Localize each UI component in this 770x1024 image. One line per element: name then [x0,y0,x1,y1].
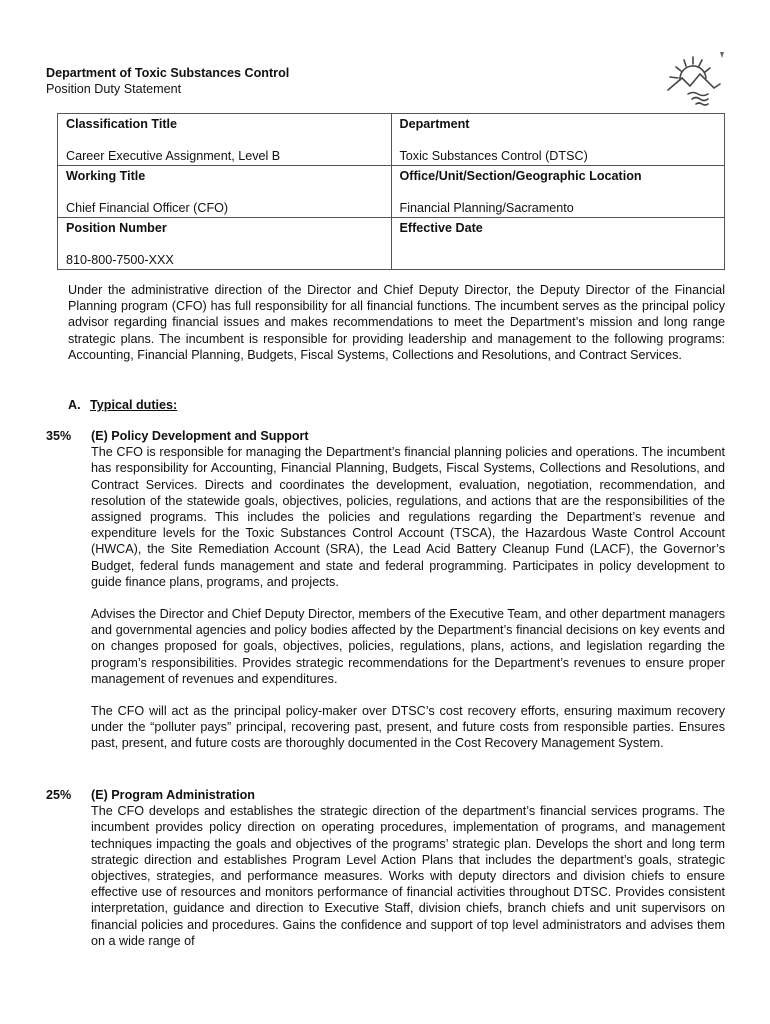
duty-paragraph: Advises the Director and Chief Deputy Director, members of the Executive Team, and other department managers and governmental agencies and policy bodies affected by the Department’s financial decisions on key events and on changes proposed for goals, objectives, policies, regulations, plans, actions, and legislation regarding the program’s responsibilities. Provides strategic recommendations for the Department’s revenues to ensure proper management of revenues and expenditures. [91,607,725,686]
position-number-cell [58,218,392,270]
organization-name: Department of Toxic Substances Control [46,66,290,80]
location-label: Office/Unit/Section/Geographic Location [399,169,642,183]
duty-percent: 35% [46,429,72,443]
duty-body [91,787,725,949]
position-number-label: Position Number [66,221,167,235]
location-value: Financial Planning/Sacramento [399,201,574,215]
document-header [46,65,606,97]
section-a-heading [68,397,177,413]
duty-heading: (E) Program Administration [91,788,255,802]
position-number-value: 810-800-7500-XXX [66,253,174,267]
duty-paragraph: The CFO will act as the principal policy-maker over DTSC’s cost recovery efforts, ensuring maximum recovery under the “polluter pays” principal, recovering past, present, and future costs from responsible parties. Ensures past, present, and future costs are thoroughly documented in the Cost Recovery Management System. [91,704,725,751]
working-title-label: Working Title [66,169,146,183]
duty-item [46,428,726,752]
department-label: Department [399,117,470,131]
department-cell [391,114,725,166]
effective-date-cell [391,218,725,270]
duty-heading: (E) Policy Development and Support [91,429,309,443]
document-subtitle: Position Duty Statement [46,82,182,97]
duty-body [91,428,725,752]
classification-value: Career Executive Assignment, Level B [66,149,281,163]
working-title-cell [58,166,392,218]
dtsc-logo-icon [658,48,728,110]
position-info-table [57,113,725,270]
working-title-value: Chief Financial Officer (CFO) [66,201,229,215]
duty-paragraph: The CFO develops and establishes the strategic direction of the department’s financial services programs. The incumbent provides policy direction on operating procedures, implementation of programs, and management techniques impacting the goals and objectives of the programs’ strategic plan. Develops the short and long term strategic direction and establishes Program Level Action Plans that includes the department’s goals, strategic objectives, strategies, and performance measures. Works with deputy directors and division chiefs to ensure effective use of resources and monitors performance of financial activities throughout DTSC. Provides consistent interpretation, guidance and direction to Executive Staff, division chiefs, branch chiefs and unit supervisors on financial policies and procedures. Gains the confidence and support of top level administrators and advises them on a wide range of [91,804,725,948]
effective-date-label: Effective Date [399,221,483,235]
department-value: Toxic Substances Control (DTSC) [399,149,588,163]
duty-paragraph: The CFO is responsible for managing the Department’s financial planning policies and operations. The incumbent has responsibility for Accounting, Financial Planning, Budgets, Fiscal Systems, Collections and Resolutions, and Contract Services. Directs and coordinates the development, evaluation, negotiation, recommendation, and resolution of the statewide goals, objectives, policies, regulations, and actions that are the responsibilities of the assigned programs. This includes the policies and regulations regarding the Department’s revenue and expenditure levels for the Toxic Substances Control Account (TSCA), the Hazardous Waste Control Account (HWCA), the Site Remediation Account (SRA), the Lead Acid Battery Cleanup Fund (LACF), the Governor’s Budget, federal funds management and state and federal programming. Participates in policy development to guide finance plans, programs, and projects. [91,445,725,589]
duty-item [46,787,726,949]
classification-label: Classification Title [66,117,178,131]
intro-paragraph: Under the administrative direction of the Director and Chief Deputy Director, the Deputy Director of the Financial Planning program (CFO) has full responsibility for all financial functions. The incumbent serves as the principal policy advisor regarding financial issues and makes recommendations to meet the Department’s mission and long range strategic plans. The incumbent is responsible for providing leadership and management to the following programs: Accounting, Financial Planning, Budgets, Fiscal Systems, Collections and Resolutions, and Contract Services. [68,283,725,362]
section-letter: A. [68,398,81,412]
duty-percent: 25% [46,788,72,802]
classification-cell [58,114,392,166]
location-cell [391,166,725,218]
section-title: Typical duties: [90,398,178,412]
